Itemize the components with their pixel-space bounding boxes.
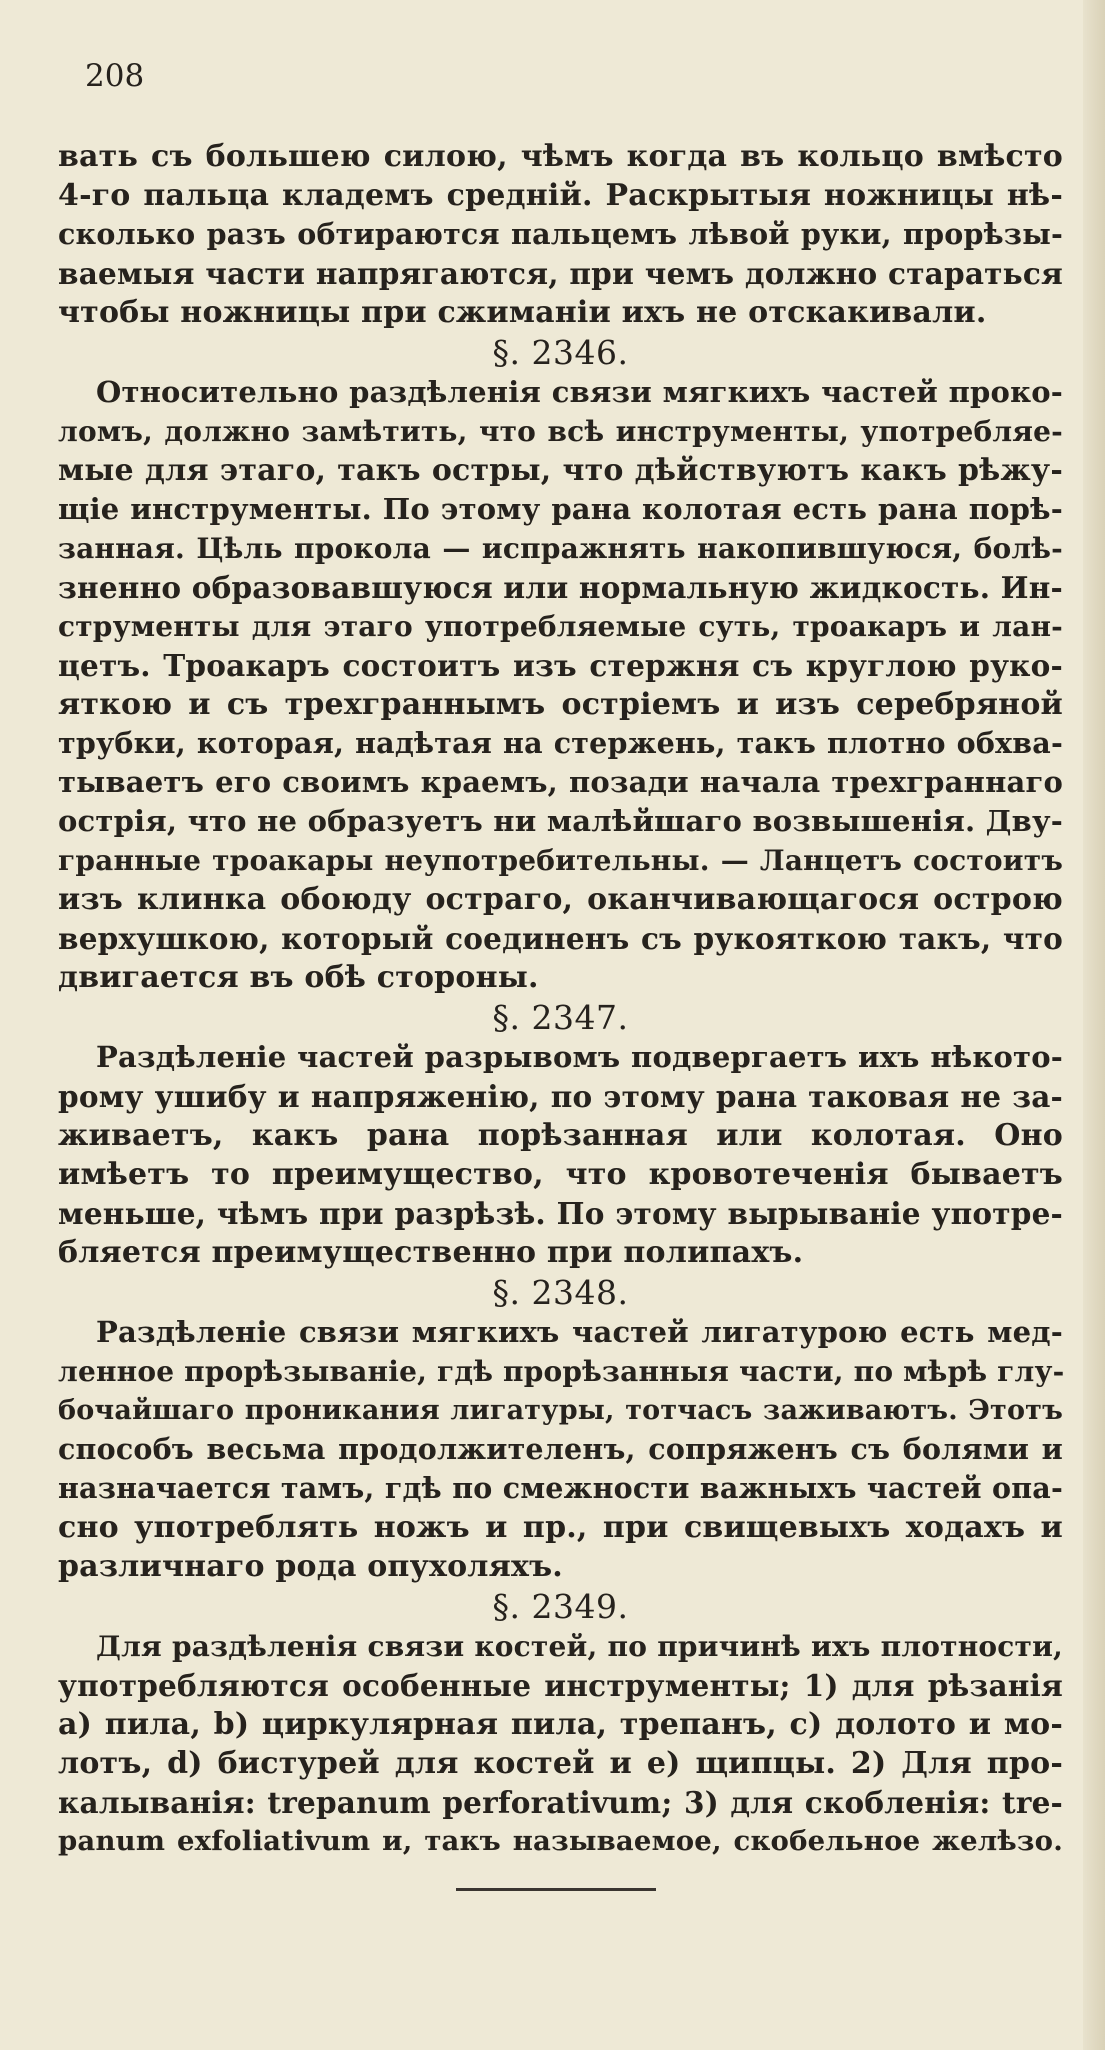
text-body <box>58 137 1063 1861</box>
text-line: изъ клинка обоюду остраго, оканчивающагося острою <box>58 882 1063 917</box>
section-2348 <box>58 1272 1063 1586</box>
text-line: бляется преимущественно при полипахъ. <box>58 1235 804 1270</box>
text-line: Раздѣленіе частей разрывомъ подвергаетъ ихъ нѣкото- <box>96 1040 1063 1074</box>
text-line: a) пила, b) циркулярная пила, трепанъ, c) долото и мо- <box>58 1707 1063 1742</box>
text-line: меньше, чѣмъ при разрѣзѣ. По этому вырываніе употре- <box>58 1196 1063 1231</box>
text-line: острія, что не образуетъ ни малѣйшаго возвышенія. Дву- <box>58 804 1063 838</box>
end-rule <box>456 1888 656 1891</box>
text-line: яткою и съ трехграннымъ остріемъ и изъ серебряной <box>58 687 1063 722</box>
text-line: чтобы ножницы при сжиманіи ихъ не отскакивали. <box>58 295 987 330</box>
text-line: способъ весьма продолжителенъ, сопряженъ съ болями и <box>58 1432 1063 1466</box>
text-line: гранные троакары неупотребительны. — Ланцетъ состоитъ <box>58 844 1063 877</box>
section-heading: §. 2348. <box>492 1273 629 1312</box>
text-line: Для раздѣленія связи костей, по причинѣ ихъ плотности, <box>96 1630 1063 1663</box>
text-line: ломъ, должно замѣтить, что всѣ инструменты, употребляе- <box>58 415 1063 448</box>
text-line: тываетъ его своимъ краемъ, позади начала трехграннаго <box>58 765 1063 799</box>
text-line: мые для этаго, такъ остры, что дѣйствуютъ какъ рѣжу- <box>58 453 1063 488</box>
text-line: верхушкою, который соединенъ съ рукояткою такъ, что <box>58 921 1063 956</box>
text-line: употребляются особенные инструменты; 1) для рѣзанія <box>58 1668 1063 1703</box>
page-edge-shadow <box>1083 0 1105 2050</box>
text-line: зненно образовавшуюся или нормальную жидкость. Ин- <box>58 570 1063 605</box>
section-heading: §. 2349. <box>492 1587 629 1626</box>
section-2346 <box>58 332 1063 997</box>
text-line: различнаго рода опухоляхъ. <box>58 1549 563 1584</box>
text-line: ленное прорѣзываніе, гдѣ прорѣзанныя части, по мѣрѣ глу- <box>58 1355 1065 1388</box>
text-line: panum exfoliativum и, такъ называемое, скобельное желѣзо. <box>58 1825 1063 1857</box>
section-heading: §. 2346. <box>492 333 629 372</box>
text-line: бочайшаго проникания лигатуры, тотчасъ заживаютъ. Этотъ <box>58 1395 1063 1426</box>
text-line: цетъ. Троакаръ состоитъ изъ стержня съ круглою руко- <box>58 648 1063 683</box>
text-line: струменты для этаго употребляемые суть, троакаръ и лан- <box>58 610 1063 643</box>
section-2347 <box>58 997 1063 1272</box>
text-line: имѣетъ то преимущество, что кровотеченія бываетъ <box>58 1157 1063 1192</box>
text-line: назначается тамъ, гдѣ по смежности важныхъ частей опа- <box>58 1471 1063 1505</box>
text-line: сколько разъ обтираются пальцемъ лѣвой руки, прорѣзы- <box>58 217 1063 251</box>
text-line: живаетъ, какъ рана порѣзанная или колотая. Оно <box>58 1118 1063 1153</box>
text-line: лотъ, d) бистурей для костей и e) щипцы. 2) Для про- <box>58 1746 1063 1781</box>
section-heading: §. 2347. <box>492 998 629 1037</box>
page-number: 208 <box>85 58 145 94</box>
text-line: щіе инструменты. По этому рана колотая есть рана порѣ- <box>58 492 1063 526</box>
text-line: рому ушибу и напряженію, по этому рана таковая не за- <box>58 1079 1063 1114</box>
text-line: трубки, которая, надѣтая на стержень, такъ плотно обхва- <box>58 726 1063 760</box>
text-line: 4-го пальца кладемъ средній. Раскрытыя ножницы нѣ- <box>58 178 1063 213</box>
text-line: двигается въ обѣ стороны. <box>58 960 539 995</box>
text-line: ваемыя части напрягаются, при чемъ должно стараться <box>58 256 1063 291</box>
text-line: Раздѣленіе связи мягкихъ частей лигатурою есть мед- <box>96 1315 1063 1349</box>
text-line: вать съ большею силою, чѣмъ когда въ кольцо вмѣсто <box>58 139 1063 174</box>
text-line: калыванія: trepanum perforativum; 3) для скобленія: tre- <box>58 1785 1063 1820</box>
text-line: Относительно раздѣленія связи мягкихъ частей проко- <box>96 375 1063 409</box>
text-line: занная. Цѣль прокола — испражнять накопившуюся, болѣ- <box>58 532 1063 565</box>
section-2349 <box>58 1586 1063 1861</box>
section-0 <box>58 137 1063 332</box>
text-line: сно употреблять ножъ и пр., при свищевыхъ ходахъ и <box>58 1510 1063 1545</box>
